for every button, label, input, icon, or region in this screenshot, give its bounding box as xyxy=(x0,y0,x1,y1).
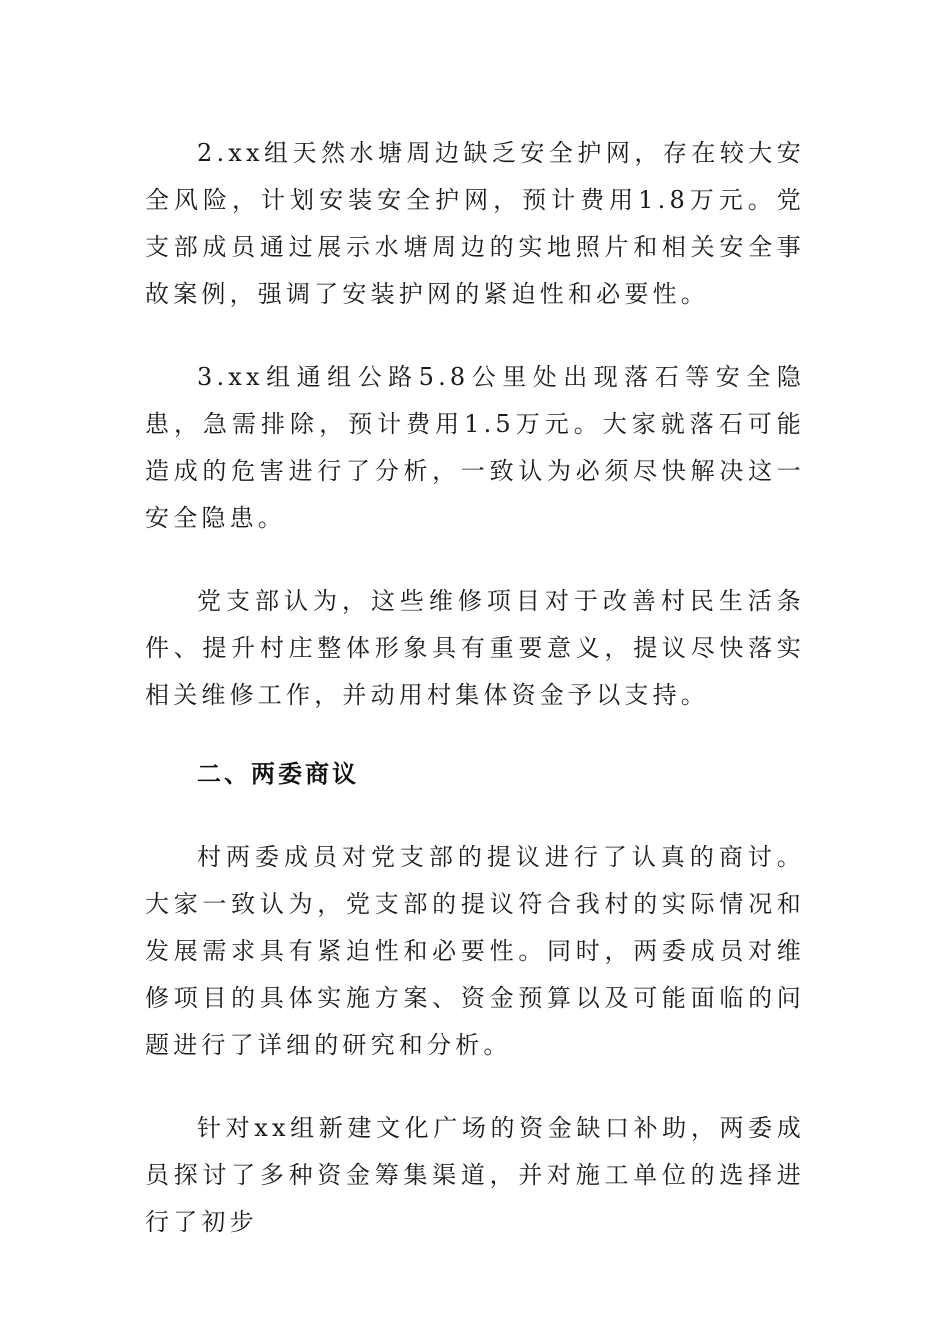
section-heading-two-committees: 二、两委商议 xyxy=(197,760,359,788)
paragraph-safety-net: 2.xx组天然水塘周边缺乏安全护网，存在较大安全风险，计划安装安全护网，预计费用1.8万元。党支部成员通过展示水塘周边的实地照片和相关安全事故案例，强调了安装护网的紧迫性和必要性。 xyxy=(145,139,805,308)
paragraph-committee-discussion: 村两委成员对党支部的提议进行了认真的商讨。大家一致认为，党支部的提议符合我村的实际情况和发展需求具有紧迫性和必要性。同时，两委成员对维修项目的具体实施方案、资金预算以及可能面临的问题进行了详细的研究和分析。 xyxy=(145,843,805,1059)
paragraph-culture-square-funding: 针对xx组新建文化广场的资金缺口补助，两委成员探讨了多种资金筹集渠道，并对施工单位的选择进行了初步 xyxy=(145,1114,805,1236)
document-body xyxy=(145,130,805,1246)
paragraph-party-branch-opinion: 党支部认为，这些维修项目对于改善村民生活条件、提升村庄整体形象具有重要意义，提议尽快落实相关维修工作，并动用村集体资金予以支持。 xyxy=(145,587,805,709)
paragraph-road-rockfall: 3.xx组通组公路5.8公里处出现落石等安全隐患，急需排除，预计费用1.5万元。大家就落石可能造成的危害进行了分析，一致认为必须尽快解决这一安全隐患。 xyxy=(145,363,805,532)
